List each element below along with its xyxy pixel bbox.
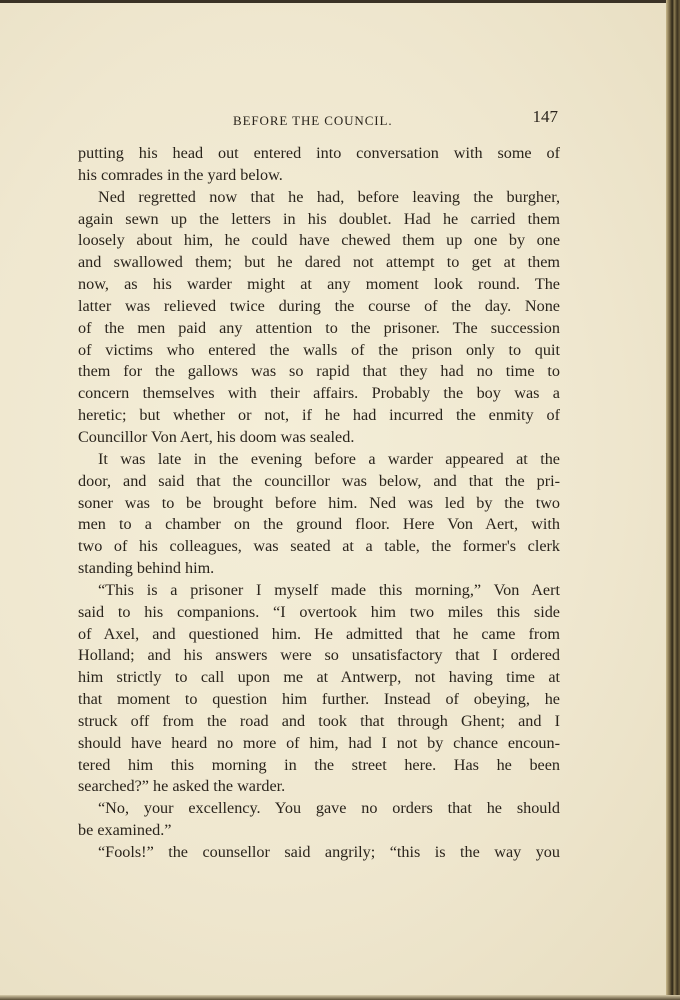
- text-line: tered him this morning in the street here. Has he been: [78, 755, 560, 774]
- text-line: should have heard no more of him, had I not by chance encoun-: [78, 733, 560, 752]
- text-line: heretic; but whether or not, if he had incurred the enmity of: [78, 406, 560, 425]
- text-line: putting his head out entered into conversation with some of: [78, 144, 560, 162]
- text-line: that moment to question him further. Instead of obeying, he: [78, 690, 560, 709]
- text-line: of the men paid any attention to the prisoner. The succession: [78, 318, 560, 337]
- text-line: standing behind him.: [78, 559, 215, 578]
- text-line: “This is a prisoner I myself made this morning,” Von Aert: [98, 580, 560, 599]
- running-title: BEFORE THE COUNCIL.: [233, 113, 393, 128]
- page-number: 147: [532, 107, 558, 126]
- page-bottom-edge: [0, 995, 680, 1000]
- text-line: men to a chamber on the ground floor. Here Von Aert, with: [78, 515, 560, 534]
- book-spine-edge: [666, 0, 680, 1000]
- text-line: and swallowed them; but he dared not attempt to get at them: [78, 253, 560, 272]
- text-line: Councillor Von Aert, his doom was sealed.: [78, 427, 355, 446]
- text-line: It was late in the evening before a warder appeared at the: [98, 449, 560, 468]
- text-line: of Axel, and questioned him. He admitted that he came from: [78, 624, 560, 643]
- text-line: again sewn up the letters in his doublet. Had he carried them: [78, 209, 560, 228]
- text-line: “Fools!” the counsellor said angrily; “this is the way you: [98, 843, 560, 861]
- text-line: them for the gallows was so rapid that they had no time to: [78, 362, 560, 381]
- page-top-edge: [0, 0, 668, 3]
- text-line: loosely about him, he could have chewed them up one by one: [78, 231, 560, 250]
- text-line: soner was to be brought before him. Ned was led by the two: [78, 493, 560, 512]
- text-line: now, as his warder might at any moment look round. The: [78, 275, 560, 294]
- text-line: him strictly to call upon me at Antwerp, not having time at: [78, 668, 560, 687]
- text-line: be examined.”: [78, 821, 172, 840]
- text-line: “No, your excellency. You gave no orders that he should: [98, 799, 560, 818]
- text-line: latter was relieved twice during the course of the day. None: [78, 296, 560, 315]
- text-line: concern themselves with their affairs. Probably the boy was a: [78, 384, 560, 403]
- text-line: Ned regretted now that he had, before leaving the burgher,: [98, 187, 560, 206]
- text-line: two of his colleagues, was seated at a table, the former's clerk: [78, 537, 560, 556]
- body-text: [78, 143, 560, 864]
- text-line: searched?” he asked the warder.: [78, 777, 286, 796]
- text-line: his comrades in the yard below.: [78, 165, 283, 184]
- text-line: door, and said that the councillor was below, and that the pri-: [78, 471, 560, 490]
- text-line: said to his companions. “I overtook him two miles this side: [78, 602, 560, 621]
- text-line: Holland; and his answers were so unsatisfactory that I ordered: [78, 646, 560, 665]
- running-head: [78, 107, 560, 133]
- text-line: of victims who entered the walls of the prison only to quit: [78, 340, 560, 359]
- text-line: struck off from the road and took that through Ghent; and I: [78, 711, 560, 730]
